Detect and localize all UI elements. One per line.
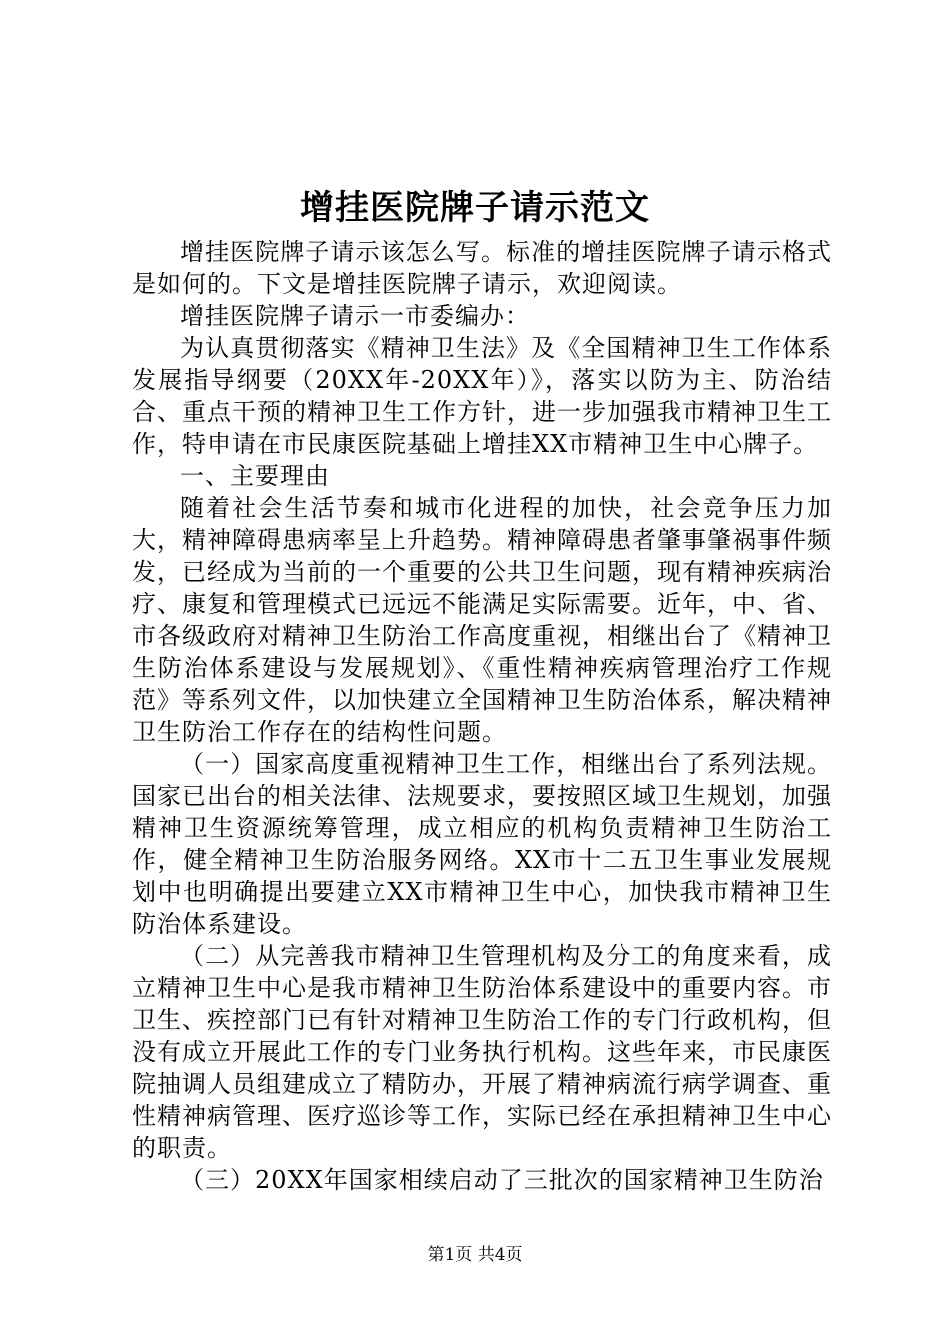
section-heading-reasons: 一、主要理由 [180, 462, 330, 490]
document-body [132, 236, 832, 1196]
paragraph-background: 随着社会生活节奏和城市化进程的加快，社会竞争压力加大，精神障碍患病率呈上升趋势。精神障碍患者肇事肇祸事件频发，已经成为当前的一个重要的公共卫生问题，现有精神疾病治疗、康复和管理模式已远远不能满足实际需要。近年，中、省、市各级政府对精神卫生防治工作高度重视，相继出台了《精神卫生防治体系建设与发展规划》、《重性精神疾病管理治疗工作规范》等系列文件，以加快建立全国精神卫生防治体系，解决精神卫生防治工作存在的结构性问题。 [132, 494, 832, 746]
paragraph-addressee: 增挂医院牌子请示一市委编办： [180, 302, 530, 330]
document-title: 增挂医院牌子请示范文 [300, 188, 650, 228]
paragraph-intro: 增挂医院牌子请示该怎么写。标准的增挂医院牌子请示格式是如何的。下文是增挂医院牌子请示，欢迎阅读。 [132, 238, 832, 298]
paragraph-reason-two: （二）从完善我市精神卫生管理机构及分工的角度来看，成立精神卫生中心是我市精神卫生防治体系建设中的重要内容。市卫生、疾控部门已有针对精神卫生防治工作的专门行政机构，但没有成立开展此工作的专门业务执行机构。这些年来，市民康医院抽调人员组建成立了精防办，开展了精神病流行病学调查、重性精神病管理、医疗巡诊等工作，实际已经在承担精神卫生中心的职责。 [132, 942, 832, 1162]
paragraph-reason-three: （三）20XX年国家相续启动了三批次的国家精神卫生防治 [180, 1166, 824, 1194]
page-number-footer: 第1页 共4页 [427, 1245, 523, 1265]
paragraph-reason-one: （一）国家高度重视精神卫生工作，相继出台了系列法规。国家已出台的相关法律、法规要求，要按照区域卫生规划，加强精神卫生资源统筹管理，成立相应的机构负责精神卫生防治工作，健全精神卫生防治服务网络。XX市十二五卫生事业发展规划中也明确提出要建立XX市精神卫生中心，加快我市精神卫生防治体系建设。 [132, 750, 832, 938]
paragraph-purpose: 为认真贯彻落实《精神卫生法》及《全国精神卫生工作体系发展指导纲要（20XX年-20XX年）》，落实以防为主、防治结合、重点干预的精神卫生工作方针，进一步加强我市精神卫生工作，特申请在市民康医院基础上增挂XX市精神卫生中心牌子。 [132, 334, 832, 458]
